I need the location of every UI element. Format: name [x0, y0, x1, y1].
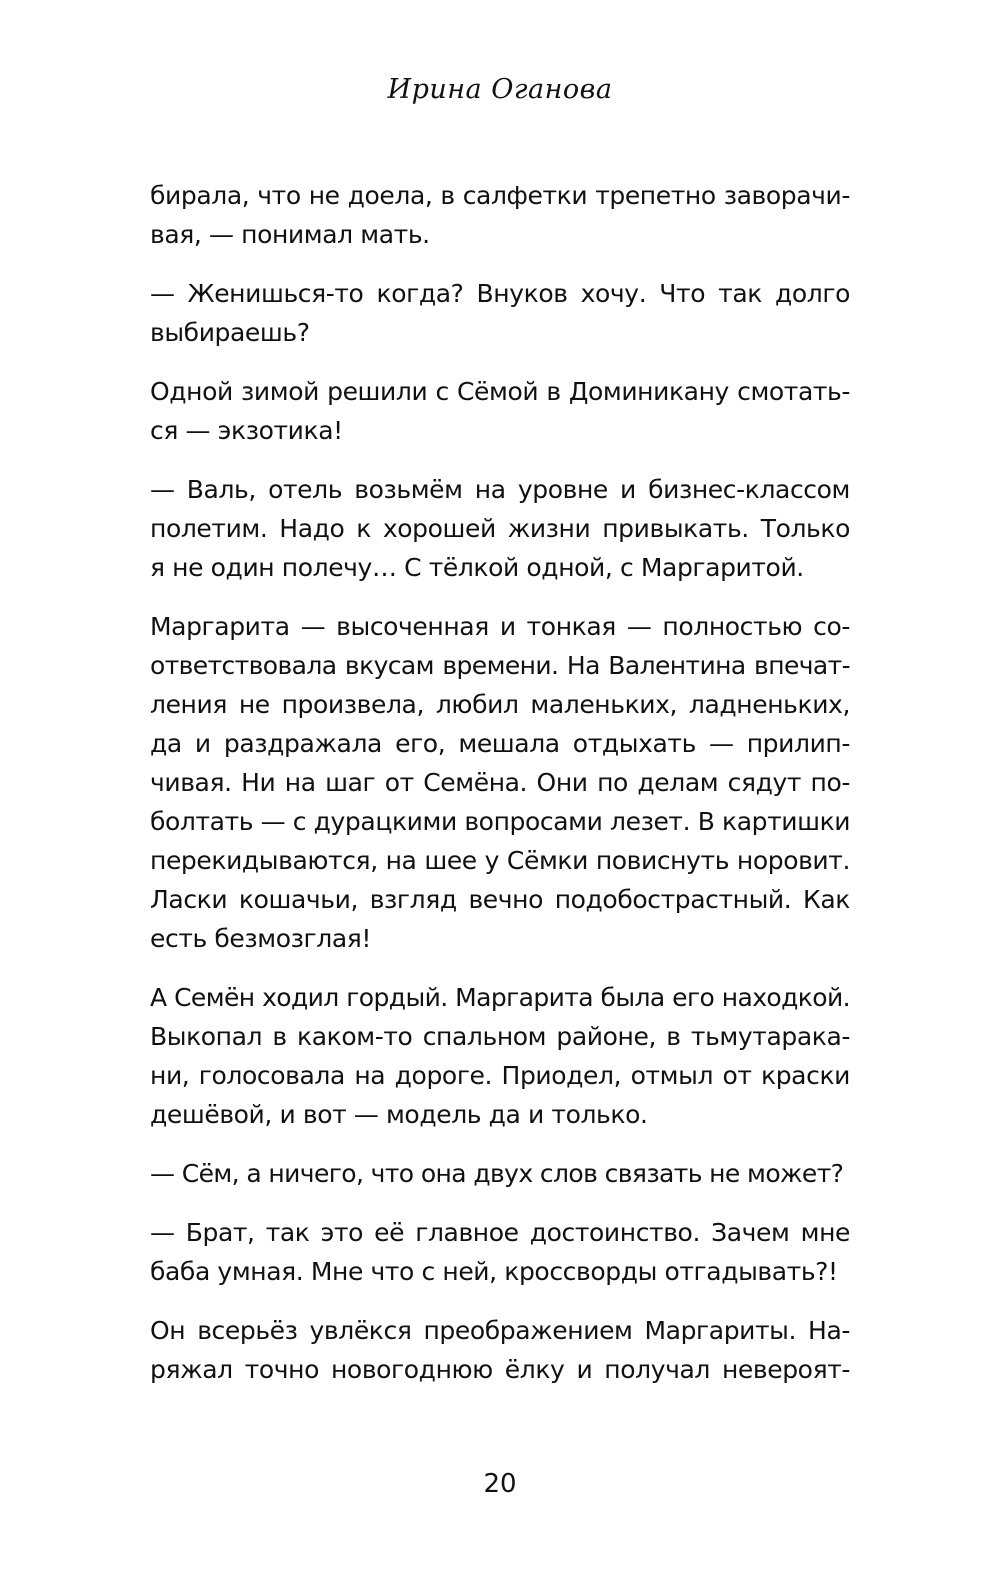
text-line: вая, — понимал мать. [150, 220, 430, 249]
text-line: ответствовала вкусам времени. На Валентина впечат- [150, 651, 850, 680]
text-line: ся — экзотика! [150, 416, 343, 445]
text-line: да и раздражала его, мешала отдыхать — прилип- [150, 729, 850, 758]
text-line: ряжал точно новогоднюю ёлку и получал невероят- [150, 1355, 850, 1384]
text-line: полетим. Надо к хорошей жизни привыкать. Только [150, 514, 850, 543]
paragraph [150, 1154, 850, 1193]
text-line: Ласки кошачьи, взгляд вечно подобострастный. Как [150, 885, 850, 914]
text-line: перекидываются, на шее у Сёмки повиснуть норовит. [150, 846, 850, 875]
text-line: Маргарита — высоченная и тонкая — полностью со- [150, 612, 850, 641]
text-line: А Семён ходил гордый. Маргарита была его находкой. [150, 983, 850, 1012]
text-line: Он всерьёз увлёкся преображением Маргариты. На- [150, 1316, 850, 1345]
paragraph [150, 1213, 850, 1291]
text-line: болтать — с дурацкими вопросами лезет. В картишки [150, 807, 851, 836]
page-number: 20 [483, 1469, 517, 1499]
text-line: выбираешь? [150, 318, 310, 347]
paragraph [150, 470, 850, 587]
text-line: ления не произвела, любил маленьких, ладненьких, [150, 690, 850, 719]
text-line: — Сём, а ничего, что она двух слов связать не может? [150, 1159, 844, 1188]
text-line: чивая. Ни на шаг от Семёна. Они по делам сядут по- [150, 768, 850, 797]
paragraph [150, 1311, 850, 1389]
text-line: — Валь, отель возьмём на уровне и бизнес-классом [150, 475, 850, 504]
paragraph [150, 176, 850, 254]
paragraph [150, 372, 850, 450]
text-line: дешёвой, и вот — модель да и только. [150, 1100, 648, 1129]
text-line: есть безмозглая! [150, 924, 372, 953]
running-head-author: Ирина Оганова [387, 74, 613, 105]
text-line: Выкопал в каком-то спальном районе, в тьмутарака- [150, 1022, 850, 1051]
text-line: ни, голосовала на дороге. Приодел, отмыл от краски [150, 1061, 850, 1090]
paragraph [150, 274, 850, 352]
body-text [150, 176, 850, 1409]
paragraph [150, 607, 850, 958]
text-line: я не один полечу… С тёлкой одной, с Маргаритой. [150, 553, 804, 582]
text-line: — Женишься-то когда? Внуков хочу. Что так долго [150, 279, 850, 308]
text-line: бирала, что не доела, в салфетки трепетно заворачи- [150, 181, 850, 210]
text-line: баба умная. Мне что с ней, кроссворды отгадывать?! [150, 1257, 838, 1286]
text-line: Одной зимой решили с Сёмой в Доминикану смотать- [150, 377, 850, 406]
paragraph [150, 978, 850, 1134]
text-line: — Брат, так это её главное достоинство. Зачем мне [150, 1218, 850, 1247]
